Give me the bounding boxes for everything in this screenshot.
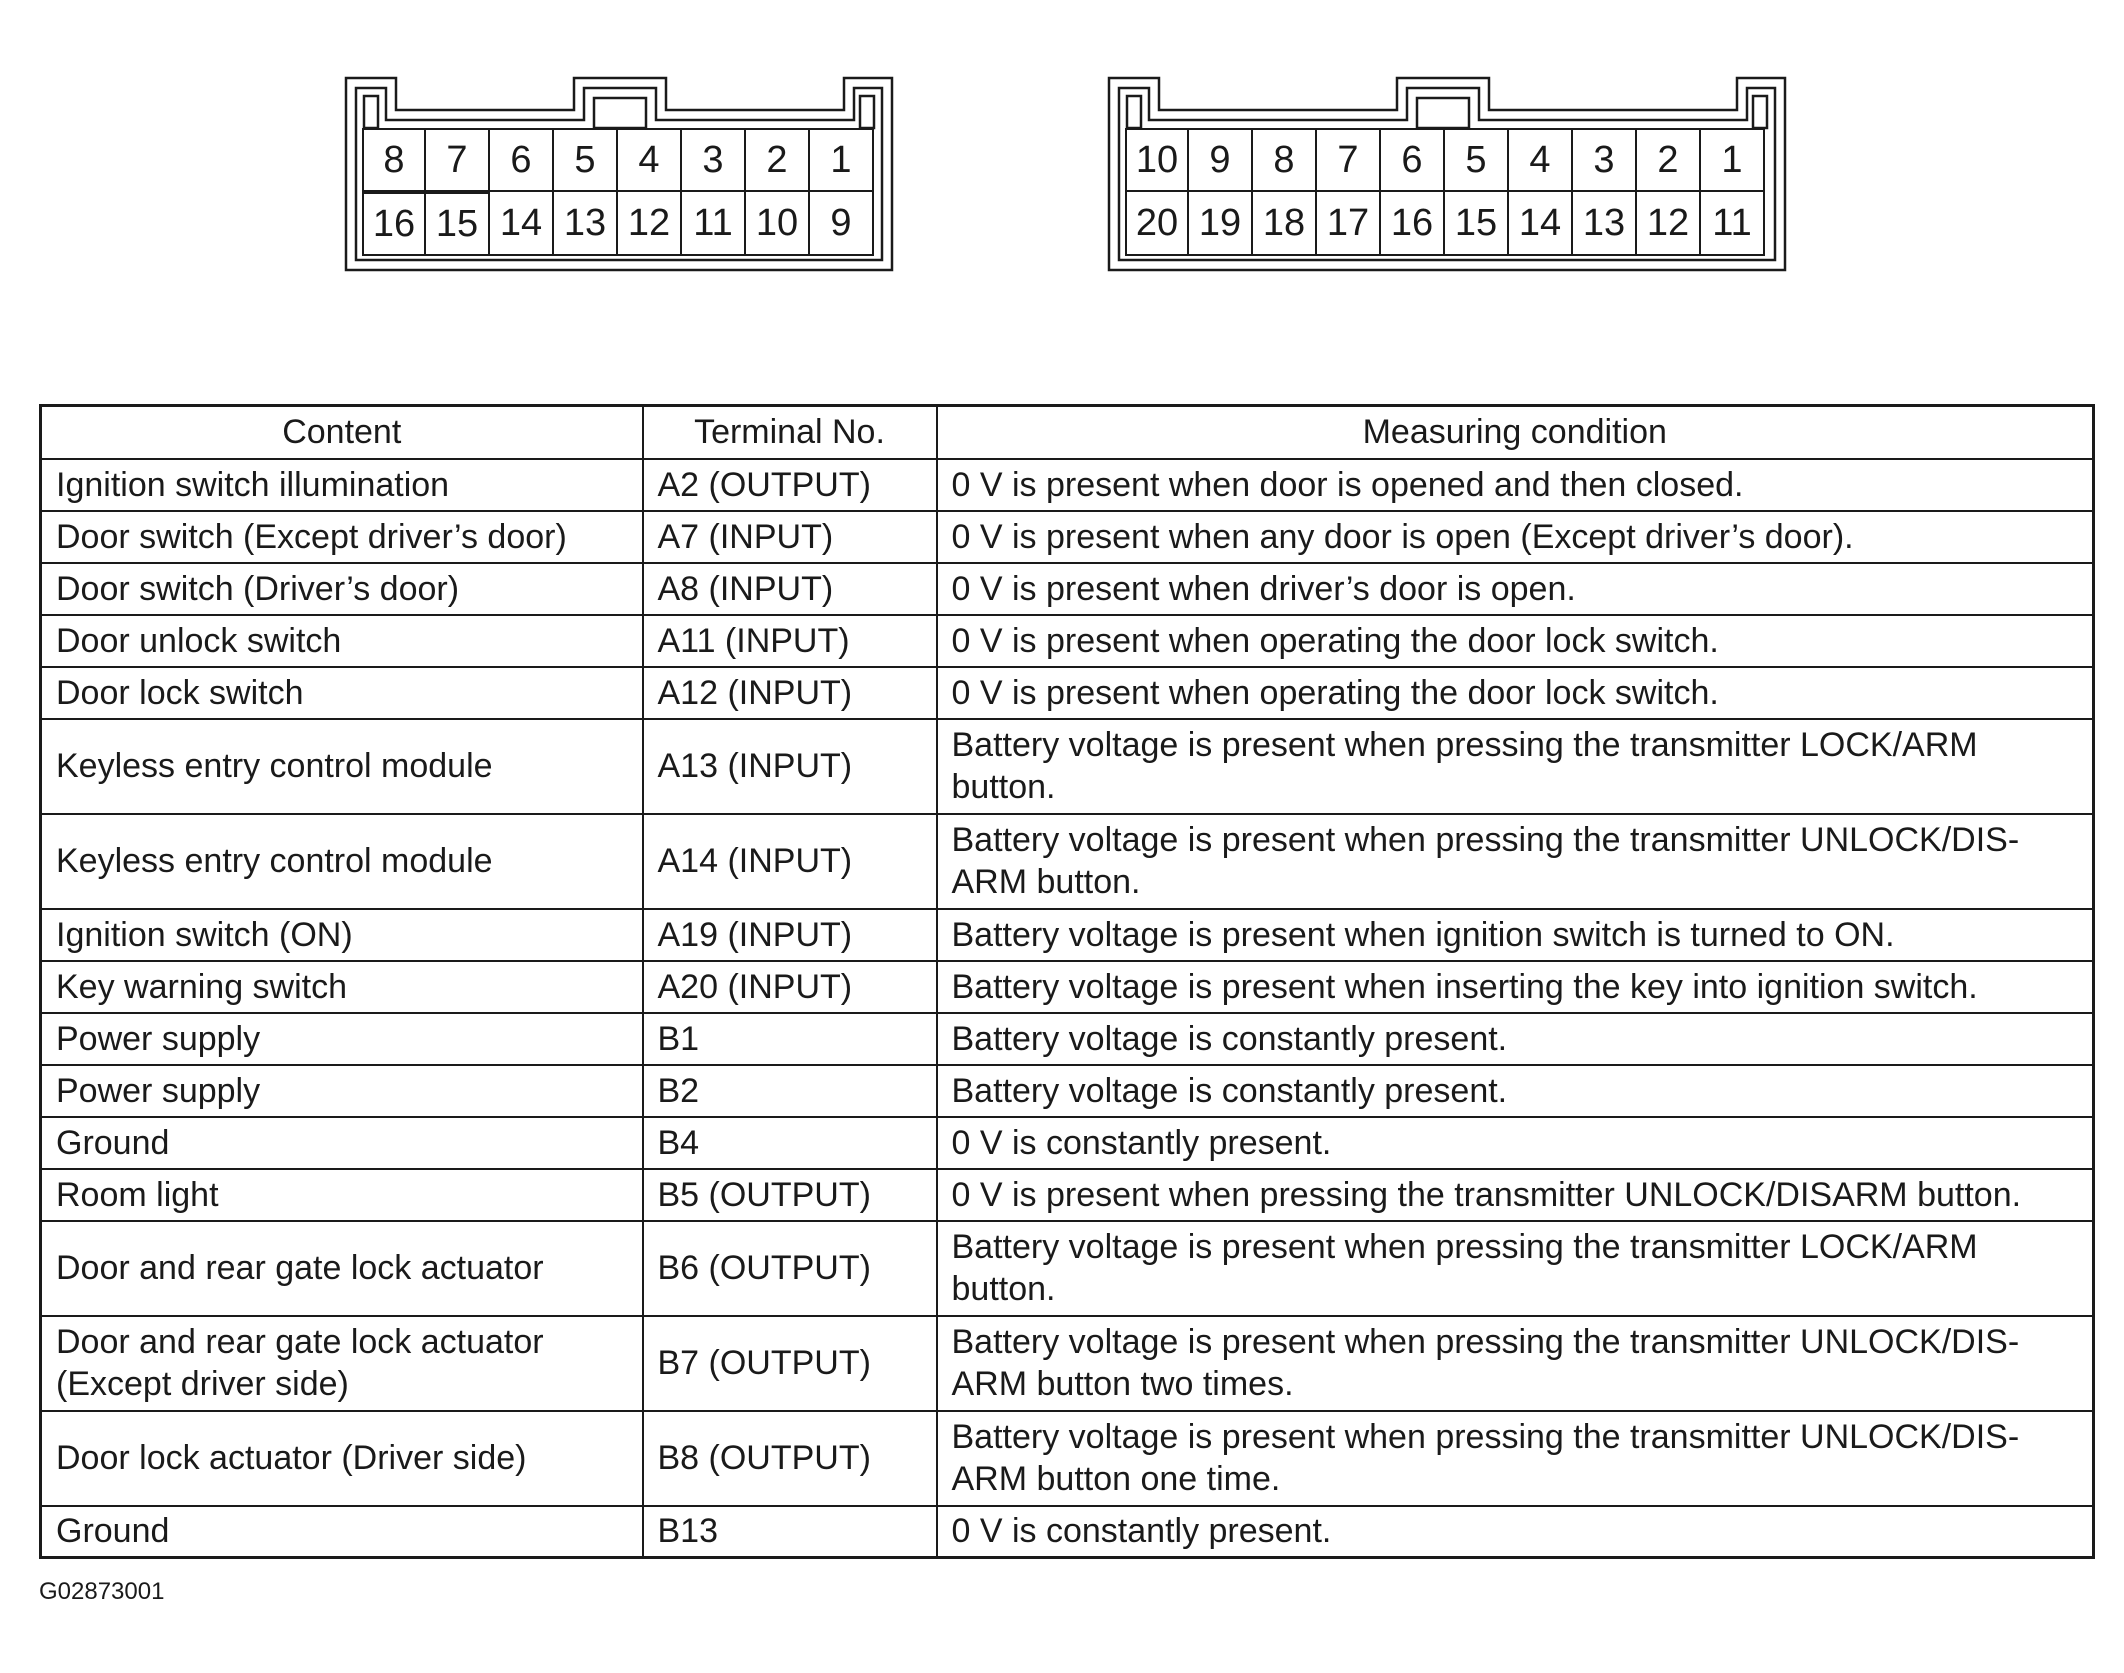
cell-condition: Battery voltage is constantly present. [937, 1065, 2094, 1117]
pin-label: 1 [810, 128, 874, 192]
cell-terminal: A14 (INPUT) [643, 814, 937, 909]
pin-label: 15 [1445, 192, 1509, 256]
pin-label: 6 [490, 128, 554, 192]
pin-label: 2 [1637, 128, 1701, 192]
cell-terminal: B7 (OUTPUT) [643, 1316, 937, 1411]
pin-label: 4 [618, 128, 682, 192]
terminal-table [39, 404, 2095, 1559]
pin-label: 4 [1509, 128, 1573, 192]
table-row [41, 909, 2094, 961]
cell-condition: Battery voltage is present when inserting the key into ignition switch. [937, 961, 2094, 1013]
cell-content: Door lock actuator (Driver side) [41, 1411, 643, 1506]
figure-code: G02873001 [39, 1578, 165, 1605]
pin-label: 7 [1317, 128, 1381, 192]
pin-label: 17 [1317, 192, 1381, 256]
cell-content: Ground [41, 1117, 643, 1169]
cell-terminal: B2 [643, 1065, 937, 1117]
table-row [41, 1221, 2094, 1316]
cell-condition: 0 V is present when operating the door lock switch. [937, 667, 2094, 719]
pin-label: 16 [362, 192, 426, 256]
cell-content: Ignition switch illumination [41, 459, 643, 511]
table-header-row [41, 406, 2094, 459]
header-measuring-condition: Measuring condition [937, 406, 2094, 459]
cell-terminal: A12 (INPUT) [643, 667, 937, 719]
cell-condition: Battery voltage is present when pressing the transmitter LOCK/ARM button. [937, 1221, 2094, 1316]
connector-a-diagram [344, 72, 894, 272]
cell-content: Keyless entry control module [41, 814, 643, 909]
cell-content: Door switch (Except driver’s door) [41, 511, 643, 563]
cell-terminal: A2 (OUTPUT) [643, 459, 937, 511]
pin-label: 11 [1701, 192, 1765, 256]
cell-terminal: A11 (INPUT) [643, 615, 937, 667]
cell-condition: 0 V is present when any door is open (Except driver’s door). [937, 511, 2094, 563]
cell-condition: 0 V is constantly present. [937, 1117, 2094, 1169]
cell-terminal: B1 [643, 1013, 937, 1065]
pin-label: 3 [682, 128, 746, 192]
header-terminal-no: Terminal No. [643, 406, 937, 459]
table-row [41, 1316, 2094, 1411]
cell-content: Door lock switch [41, 667, 643, 719]
table-row [41, 814, 2094, 909]
pin-label: 13 [1573, 192, 1637, 256]
pin-label: 16 [1381, 192, 1445, 256]
table-row [41, 667, 2094, 719]
pin-label: 20 [1125, 192, 1189, 256]
cell-terminal: B6 (OUTPUT) [643, 1221, 937, 1316]
cell-content: Ignition switch (ON) [41, 909, 643, 961]
cell-content: Door and rear gate lock actuator [41, 1221, 643, 1316]
cell-content: Door unlock switch [41, 615, 643, 667]
table-row [41, 1506, 2094, 1558]
cell-content: Door switch (Driver’s door) [41, 563, 643, 615]
table-row [41, 1065, 2094, 1117]
cell-condition: Battery voltage is constantly present. [937, 1013, 2094, 1065]
cell-terminal: A7 (INPUT) [643, 511, 937, 563]
cell-condition: Battery voltage is present when pressing the transmitter UNLOCK/DIS-ARM button two times. [937, 1316, 2094, 1411]
cell-content: Power supply [41, 1013, 643, 1065]
pin-label: 9 [810, 192, 874, 256]
pin-label: 8 [362, 128, 426, 192]
connector-a-pin-grid [362, 128, 874, 256]
cell-content: Room light [41, 1169, 643, 1221]
pin-label: 14 [490, 192, 554, 256]
connector-b-pin-grid [1125, 128, 1765, 256]
cell-condition: Battery voltage is present when pressing the transmitter UNLOCK/DIS-ARM button one time. [937, 1411, 2094, 1506]
pin-label: 12 [1637, 192, 1701, 256]
table-row [41, 719, 2094, 814]
cell-terminal: B8 (OUTPUT) [643, 1411, 937, 1506]
cell-condition: 0 V is present when driver’s door is open. [937, 563, 2094, 615]
cell-content: Ground [41, 1506, 643, 1558]
table-row [41, 563, 2094, 615]
connector-b-diagram [1107, 72, 1787, 272]
cell-terminal: B4 [643, 1117, 937, 1169]
cell-terminal: B13 [643, 1506, 937, 1558]
table-row [41, 1411, 2094, 1506]
cell-condition: Battery voltage is present when ignition switch is turned to ON. [937, 909, 2094, 961]
cell-content: Key warning switch [41, 961, 643, 1013]
pin-label: 3 [1573, 128, 1637, 192]
pin-label: 13 [554, 192, 618, 256]
cell-content: Door and rear gate lock actuator (Except driver side) [41, 1316, 643, 1411]
cell-condition: 0 V is present when door is opened and then closed. [937, 459, 2094, 511]
cell-content: Power supply [41, 1065, 643, 1117]
table-row [41, 1117, 2094, 1169]
pin-label: 15 [426, 192, 490, 256]
pin-label: 18 [1253, 192, 1317, 256]
pin-label: 10 [1125, 128, 1189, 192]
cell-terminal: A20 (INPUT) [643, 961, 937, 1013]
terminal-table-container [39, 404, 2092, 1559]
pin-label: 2 [746, 128, 810, 192]
pin-label: 12 [618, 192, 682, 256]
pin-label: 5 [554, 128, 618, 192]
pin-label: 19 [1189, 192, 1253, 256]
header-content: Content [41, 406, 643, 459]
cell-condition: 0 V is present when operating the door lock switch. [937, 615, 2094, 667]
pin-label: 6 [1381, 128, 1445, 192]
table-row [41, 459, 2094, 511]
pin-label: 8 [1253, 128, 1317, 192]
cell-terminal: A8 (INPUT) [643, 563, 937, 615]
table-row [41, 961, 2094, 1013]
cell-content: Keyless entry control module [41, 719, 643, 814]
pin-label: 7 [426, 128, 490, 192]
pin-label: 14 [1509, 192, 1573, 256]
cell-terminal: B5 (OUTPUT) [643, 1169, 937, 1221]
cell-condition: 0 V is constantly present. [937, 1506, 2094, 1558]
table-row [41, 1013, 2094, 1065]
table-row [41, 615, 2094, 667]
pin-label: 1 [1701, 128, 1765, 192]
pin-label: 10 [746, 192, 810, 256]
table-row [41, 1169, 2094, 1221]
pin-label: 9 [1189, 128, 1253, 192]
cell-condition: Battery voltage is present when pressing the transmitter UNLOCK/DIS-ARM button. [937, 814, 2094, 909]
cell-terminal: A19 (INPUT) [643, 909, 937, 961]
cell-condition: 0 V is present when pressing the transmitter UNLOCK/DISARM button. [937, 1169, 2094, 1221]
pin-label: 5 [1445, 128, 1509, 192]
pin-label: 11 [682, 192, 746, 256]
cell-condition: Battery voltage is present when pressing the transmitter LOCK/ARM button. [937, 719, 2094, 814]
table-row [41, 511, 2094, 563]
cell-terminal: A13 (INPUT) [643, 719, 937, 814]
